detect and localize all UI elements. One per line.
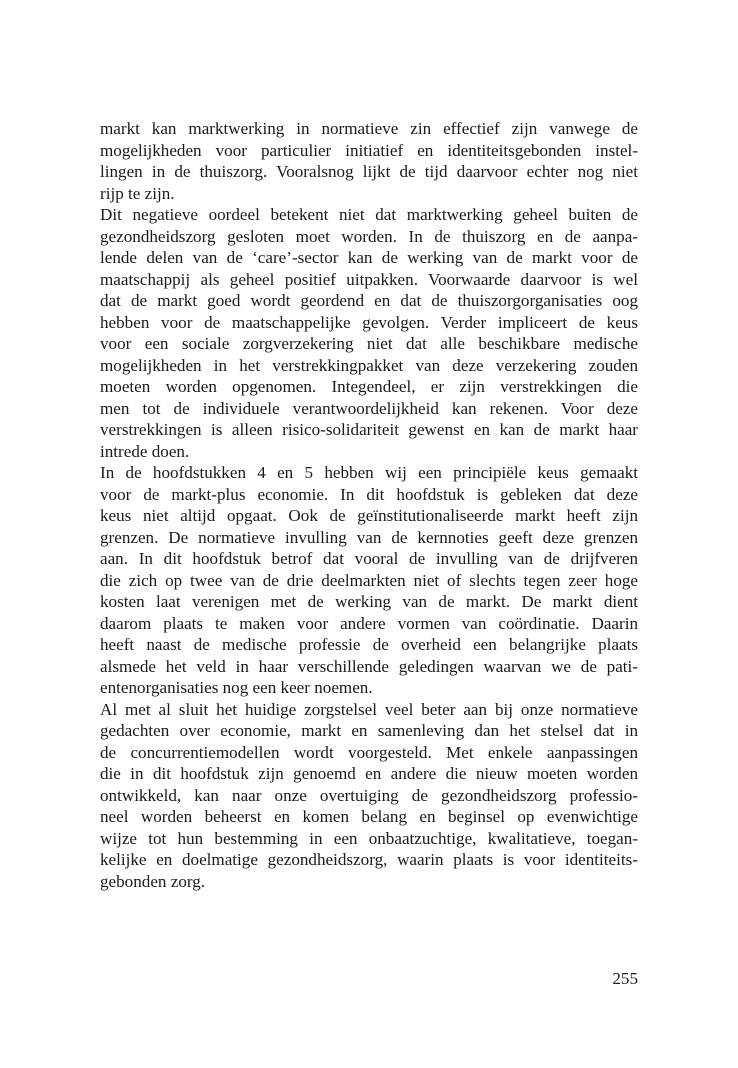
text-line: mogelijkheden in het verstrekkingpakket van deze verzekering zouden <box>100 355 638 375</box>
text-line: intrede doen. <box>100 441 190 461</box>
text-line: voor een sociale zorgverzekering niet dat alle beschikbare medische <box>100 334 638 353</box>
text-line: grenzen. De normatieve invulling van de kernnoties geeft deze grenzen <box>100 527 638 547</box>
text-line: kosten laat verenigen met de werking van de markt. De markt dient <box>100 592 638 611</box>
text-line: dat de markt goed wordt geordend en dat de thuiszorgorganisaties oog <box>100 291 638 310</box>
text-line: neel worden beheerst en komen belang en beginsel op evenwichtige <box>100 807 638 826</box>
text-line: lende delen van de ‘care’-sector kan de werking van de markt voor de <box>100 248 638 267</box>
text-line: lingen in de thuiszorg. Vooralsnog lijkt de tijd daarvoor echter nog niet <box>100 162 638 181</box>
text-line: Al met al sluit het huidige zorgstelsel veel beter aan bij onze normatieve <box>100 699 638 719</box>
text-line: In de hoofdstukken 4 en 5 hebben wij een principiële keus gemaakt <box>100 463 638 482</box>
text-line: gedachten over economie, markt en samenleving dan het stelsel dat in <box>100 721 638 740</box>
text-line: moeten worden opgenomen. Integendeel, er zijn verstrekkingen die <box>100 377 638 396</box>
text-line: heeft naast de medische professie de overheid een belangrijke plaats <box>100 635 638 654</box>
text-line: die in dit hoofdstuk zijn genoemd en andere die nieuw moeten worden <box>100 764 638 783</box>
page-number: 255 <box>612 969 638 988</box>
text-line: alsmede het veld in haar verschillende geledingen waarvan we de pati- <box>100 656 638 676</box>
text-line: mogelijkheden voor particulier initiatief en identiteitsgebonden instel- <box>100 140 638 160</box>
text-line: wijze tot hun bestemming in een onbaatzuchtige, kwalitatieve, toegan- <box>100 828 638 848</box>
text-line: hebben voor de maatschappelijke gevolgen. Verder impliceert de keus <box>100 312 638 332</box>
text-line: entenorganisaties nog een keer noemen. <box>100 678 373 697</box>
text-line: die zich op twee van de drie deelmarkten niet of slechts tegen zeer hoge <box>100 570 638 590</box>
text-line: kelijke en doelmatige gezondheidszorg, waarin plaats is voor identiteits- <box>100 850 638 869</box>
text-line: ontwikkeld, kan naar onze overtuiging de gezondheidszorg professio- <box>100 785 638 805</box>
text-line: de concurrentiemodellen wordt voorgesteld. Met enkele aanpassingen <box>100 742 638 762</box>
text-line: rijp te zijn. <box>100 183 175 203</box>
text-line: Dit negatieve oordeel betekent niet dat marktwerking geheel buiten de <box>100 205 638 224</box>
text-line: markt kan marktwerking in normatieve zin effectief zijn vanwege de <box>100 119 638 138</box>
text-line: keus niet altijd opgaat. Ook de geïnstitutionaliseerde markt heeft zijn <box>100 506 638 525</box>
text-line: men tot de individuele verantwoordelijkheid kan rekenen. Voor deze <box>100 398 638 418</box>
text-line: voor de markt-plus economie. In dit hoofdstuk is gebleken dat deze <box>100 484 638 504</box>
body-text <box>100 118 638 892</box>
text-line: gebonden zorg. <box>100 871 206 891</box>
text-line: aan. In dit hoofdstuk betrof dat vooral de invulling van de drijfveren <box>100 549 638 568</box>
text-line: maatschappij als geheel positief uitpakken. Voorwaarde daarvoor is wel <box>100 269 638 289</box>
text-line: daarom plaats te maken voor andere vormen van coördinatie. Daarin <box>100 613 638 633</box>
text-line: verstrekkingen is alleen risico-solidariteit gewenst en kan de markt haar <box>100 420 638 439</box>
text-line: gezondheidszorg gesloten moet worden. In de thuiszorg en de aanpa- <box>100 226 638 246</box>
